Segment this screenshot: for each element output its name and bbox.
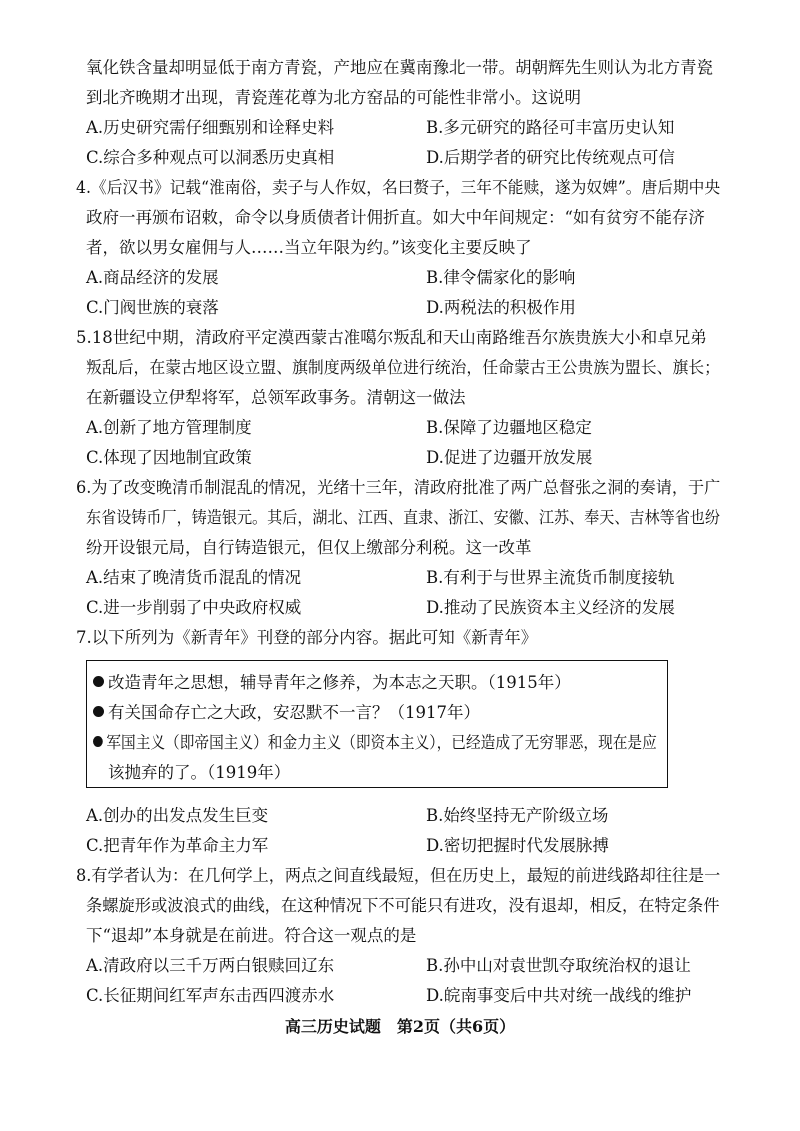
question-5-option-d: D.促进了边疆开放发展 xyxy=(426,448,593,467)
question-3-text-line: 氧化铁含量却明显低于南方青瓷，产地应在冀南豫北一带。胡朝辉先生则认为北方青瓷 xyxy=(86,58,713,77)
question-5-text-line: 在新疆设立伊犁将军，总领军政事务。清朝这一做法 xyxy=(86,388,466,407)
question-6-text-line: 纷开设银元局，自行铸造银元，但仅上缴部分利税。这一改革 xyxy=(86,538,532,557)
question-8-option-a: A.清政府以三千万两白银赎回辽东 xyxy=(86,956,335,975)
quote-item xyxy=(93,669,571,693)
question-3-option-a: A.历史研究需仔细甄别和诠释史料 xyxy=(86,118,335,137)
bullet-icon xyxy=(93,736,103,747)
question-8-text-line: 下“退却”本身就是在前进。符合这一观点的是 xyxy=(86,926,417,945)
question-5-option-b: B.保障了边疆地区稳定 xyxy=(426,418,592,437)
quote-text-continued: 该抛弃的了。（1919年） xyxy=(108,763,291,782)
quote-box xyxy=(86,660,668,788)
question-6-option-d: D.推动了民族资本主义经济的发展 xyxy=(426,598,675,617)
question-6-option-c: C.进一步削弱了中央政府权威 xyxy=(86,598,302,617)
question-6-option-a: A.结束了晚清货币混乱的情况 xyxy=(86,568,302,587)
quote-item xyxy=(93,729,657,753)
page-footer: 高三历史试题 第2页（共6页） xyxy=(284,1017,516,1036)
question-5-stem: 5.18世纪中期，清政府平定漠西蒙古准噶尔叛乱和天山南路维吾尔族贵族大小和卓兄弟 xyxy=(76,328,707,347)
question-7-option-a: A.创办的出发点发生巨变 xyxy=(86,806,269,825)
question-4-text-line: 者，欲以男女雇佣与人……当立年限为约。”该变化主要反映了 xyxy=(86,238,532,257)
question-8-option-c: C.长征期间红军声东击西四渡赤水 xyxy=(86,986,335,1005)
question-6-text-line: 东省设铸币厂，铸造银元。其后，湖北、江西、直隶、浙江、安徽、江苏、奉天、吉林等省也纷 xyxy=(86,508,720,527)
question-4-option-b: B.律令儒家化的影响 xyxy=(426,268,576,287)
question-8-option-d: D.皖南事变后中共对统一战线的维护 xyxy=(426,986,692,1005)
question-6-option-b: B.有利于与世界主流货币制度接轨 xyxy=(426,568,675,587)
question-6-stem: 6.为了改变晚清币制混乱的情况，光绪十三年，清政府批准了两广总督张之洞的奏请，于广 xyxy=(76,478,721,497)
question-7-option-b: B.始终坚持无产阶级立场 xyxy=(426,806,609,825)
question-3-option-b: B.多元研究的路径可丰富历史认知 xyxy=(426,118,675,137)
question-7-stem: 7.以下所列为《新青年》刊登的部分内容。据此可知《新青年》 xyxy=(76,628,538,647)
question-7-option-d: D.密切把握时代发展脉搏 xyxy=(426,836,609,855)
quote-item xyxy=(93,699,480,723)
question-4-option-c: C.门阀世族的衰落 xyxy=(86,298,219,317)
question-5-option-c: C.体现了因地制宜政策 xyxy=(86,448,252,467)
question-3-option-d: D.后期学者的研究比传统观点可信 xyxy=(426,148,675,167)
quote-text: 军国主义（即帝国主义）和金力主义（即资本主义），已经造成了无穷罪恶，现在是应 xyxy=(106,733,657,752)
question-8-option-b: B.孙中山对袁世凯夺取统治权的退让 xyxy=(426,956,691,975)
quote-text: 有关国命存亡之大政，安忍默不一言？（1917年） xyxy=(108,703,480,722)
question-4-text-line: 政府一再颁布诏敕，命令以身质债者计佣折直。如大中年间规定：“如有贫穷不能存济 xyxy=(86,208,705,227)
question-3-text-line: 到北齐晚期才出现，青瓷莲花尊为北方窑品的可能性非常小。这说明 xyxy=(86,88,581,107)
question-5-text-line: 叛乱后，在蒙古地区设立盟、旗制度两级单位进行统治，任命蒙古王公贵族为盟长、旗长； xyxy=(86,358,720,377)
bullet-icon xyxy=(93,676,104,687)
quote-text: 改造青年之思想，辅导青年之修养，为本志之天职。（1915年） xyxy=(108,673,571,692)
question-4-option-d: D.两税法的积极作用 xyxy=(426,298,576,317)
question-4-option-a: A.商品经济的发展 xyxy=(86,268,219,287)
question-8-stem: 8.有学者认为：在几何学上，两点之间直线最短，但在历史上，最短的前进线路却往往是一 xyxy=(76,866,721,885)
question-8-text-line: 条螺旋形或波浪式的曲线，在这种情况下不可能只有进攻，没有退却，相反，在特定条件 xyxy=(86,896,720,915)
question-7-option-c: C.把青年作为革命主力军 xyxy=(86,836,269,855)
question-5-option-a: A.创新了地方管理制度 xyxy=(86,418,252,437)
question-4-stem: 4.《后汉书》记载“淮南俗，卖子与人作奴，名曰赘子，三年不能赎，遂为奴婢”。唐后期中央 xyxy=(76,178,721,197)
bullet-icon xyxy=(93,706,104,717)
question-3-option-c: C.综合多种观点可以洞悉历史真相 xyxy=(86,148,335,167)
